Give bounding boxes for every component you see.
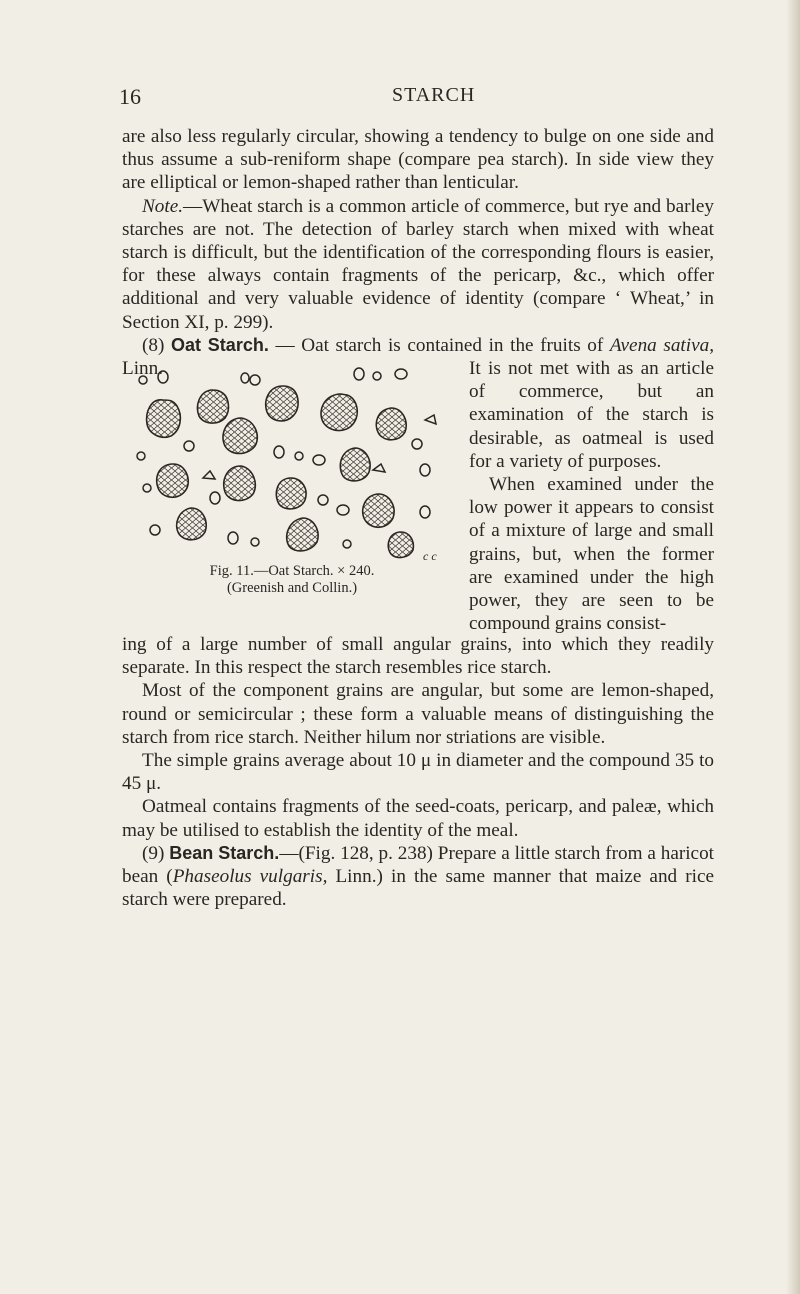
paragraph-oat-low-power: When examined under the low power it appears to consist of a mixture of large and small grains, but, when the former are examined under the high power, they are seen to be compound grains consist- (469, 474, 714, 635)
simple-grain (354, 368, 364, 380)
page-header (0, 84, 800, 114)
compound-grain (157, 464, 189, 497)
simple-grain (343, 540, 351, 548)
simple-grain (158, 371, 168, 383)
compound-grain (376, 408, 406, 440)
figure-caption-line2: (Greenish and Collin.) (226, 580, 358, 596)
simple-grain (184, 441, 194, 451)
bean-number: (9) (142, 842, 165, 864)
body-text-bottom (122, 633, 714, 911)
simple-grain (373, 464, 385, 472)
page-edge-shadow (786, 0, 800, 1294)
paragraph-oat-commerce: It is not met with as an article of commerce, but an examination of the starch is desirable, as oatmeal is used for a variety of purposes. (469, 358, 714, 472)
wrapped-text-column (469, 357, 714, 635)
bean-heading: Bean Starch. (169, 842, 280, 863)
oat-intro-text: — Oat starch is contained in the fruits of (268, 334, 610, 356)
simple-grain (420, 464, 430, 476)
compound-grain (266, 386, 298, 421)
simple-grain (313, 455, 325, 465)
figure-caption (122, 563, 462, 597)
simple-grain (250, 375, 260, 385)
bean-text-2: Linn.) in the same manner that maize and rice starch were prepared. (122, 866, 714, 911)
compound-grain (177, 508, 207, 540)
note-text: —Wheat starch is a common article of commerce, but rye and barley starches are not. The detection of barley starch when mixed with wheat starch is difficult, but the identification of the corresponding flours is easier, for these always contain fragments of the pericarp, &c., which offer additional and very valuable evidence of identity (compare ‘ Wheat,’ in Section XI, p. 299). (122, 195, 714, 333)
simple-grain (274, 446, 284, 458)
paragraph-wheat-shape: are also less regularly circular, showing a tendency to bulge on one side and thus assume a sub-reniform shape (compare pea starch). In side view they are elliptical or lemon-shaped rather than lenticular. (122, 126, 714, 194)
simple-grain (395, 369, 407, 379)
note-label: Note. (142, 195, 184, 217)
simple-grain (228, 532, 238, 544)
page-number: 16 (119, 84, 141, 109)
paragraph-component-grains: Most of the component grains are angular, but some are lemon-shaped, round or semicircular ; these form a valuable means of distinguishing the starch from rice starch. Neither hilum nor striations are visible. (122, 680, 714, 748)
simple-grain (318, 495, 328, 505)
paragraph-note (122, 195, 714, 334)
oat-authority: Linn. (122, 358, 164, 380)
compound-grain (287, 518, 318, 551)
running-head: STARCH (392, 84, 476, 106)
paragraph-oatmeal: Oatmeal contains fragments of the seed-coats, pericarp, and paleæ, which may be utilised to establish the identity of the meal. (122, 796, 714, 841)
body-text-top (122, 125, 714, 380)
bean-species: Phaseolus vulgaris, (172, 866, 328, 888)
compound-grain (198, 390, 229, 423)
simple-grain (139, 376, 147, 384)
figure-caption-line1: Fig. 11.—Oat Starch. × 240. (209, 563, 375, 579)
paragraph-oat-continued: ing of a large number of small angular grains, into which they readily separate. In this respect the starch resembles rice starch. (122, 634, 714, 679)
simple-grain (210, 492, 220, 504)
bean-text-1: —(Fig. 128, p. 238) Prepare a little starch from a haricot bean ( (122, 842, 714, 888)
simple-grain (137, 452, 145, 460)
compound-grain (224, 466, 256, 501)
simple-grain (412, 439, 422, 449)
oat-number: (8) (142, 334, 165, 356)
paragraph-bean-starch (122, 842, 714, 912)
simple-grain (373, 372, 381, 380)
compound-grain (276, 478, 306, 509)
figure-oat-starch (122, 357, 462, 609)
compound-grain (363, 494, 394, 527)
compound-grain (223, 418, 257, 454)
simple-grain (203, 471, 215, 479)
compound-grain (340, 448, 370, 481)
simple-grain (251, 538, 259, 546)
compound-grain (388, 532, 413, 557)
simple-grain (337, 505, 349, 515)
figure-and-wrap-section (122, 357, 714, 635)
simple-grain (241, 373, 249, 383)
paragraph-grain-size: The simple grains average about 10 μ in diameter and the compound 35 to 45 μ. (122, 750, 714, 795)
oat-starch-illustration (133, 360, 451, 565)
simple-grain (150, 525, 160, 535)
simple-grain (295, 452, 303, 460)
oat-species: Avena sativa, (609, 334, 714, 356)
oat-heading: Oat Starch. (170, 334, 269, 355)
figure-letter-label: c c (423, 549, 437, 563)
simple-grain (420, 506, 430, 518)
simple-grain (143, 484, 151, 492)
compound-grain (147, 400, 181, 437)
simple-grain (425, 415, 436, 424)
compound-grain (321, 394, 357, 431)
